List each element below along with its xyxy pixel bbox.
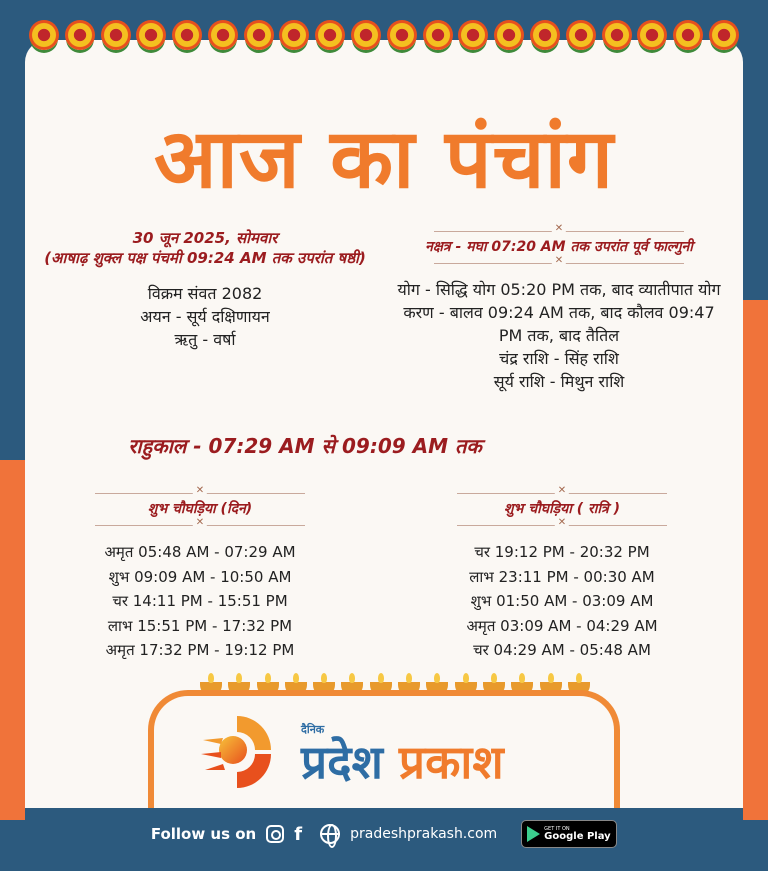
logo-word-2: प्रकाश bbox=[398, 735, 504, 789]
logo-wordmark bbox=[301, 730, 504, 792]
ornament-divider: ✕ bbox=[95, 520, 305, 530]
list-item: लाभ 23:11 PM - 00:30 AM bbox=[469, 567, 655, 586]
google-play-badge[interactable] bbox=[521, 820, 617, 848]
social-links bbox=[25, 816, 743, 852]
page-title: आज का पंचांग bbox=[153, 112, 614, 207]
flower-icon bbox=[29, 20, 59, 50]
list-item: शुभ 09:09 AM - 10:50 AM bbox=[108, 567, 292, 586]
flower-icon bbox=[530, 20, 560, 50]
list-item: चर 14:11 PM - 15:51 PM bbox=[112, 592, 288, 610]
flower-icon bbox=[65, 20, 95, 50]
date-text: 30 जून 2025, सोमवार bbox=[132, 229, 278, 247]
info-line: ऋतु - वर्षा bbox=[174, 330, 236, 349]
gplay-small-label: GET IT ON bbox=[544, 825, 570, 832]
flower-icon bbox=[101, 20, 131, 50]
flower-icon bbox=[494, 20, 524, 50]
info-line: अयन - सूर्य दक्षिणायन bbox=[140, 307, 270, 326]
list-item: अमृत 05:48 AM - 07:29 AM bbox=[104, 543, 296, 561]
logo-prefix: दैनिक bbox=[301, 723, 325, 736]
ornament-divider: ✕ bbox=[434, 258, 684, 268]
flower-icon bbox=[387, 20, 417, 50]
choghadiya-night-heading: शुभ चौघड़िया ( रात्रि ) bbox=[503, 501, 620, 517]
tithi-text: (आषाढ़ शुक्ल पक्ष पंचमी 09:24 AM तक उपरांत षष्ठी) bbox=[44, 249, 366, 267]
flower-icon bbox=[208, 20, 238, 50]
list-item: चर 19:12 PM - 20:32 PM bbox=[474, 543, 650, 561]
flower-icon bbox=[315, 20, 345, 50]
flower-icon bbox=[423, 20, 453, 50]
flower-icon bbox=[566, 20, 596, 50]
play-store-icon bbox=[527, 826, 540, 842]
nakshatra-section bbox=[375, 223, 743, 393]
flower-icon bbox=[244, 20, 274, 50]
list-item: शुभ 01:50 AM - 03:09 AM bbox=[470, 592, 654, 610]
list-item: अमृत 17:32 PM - 19:12 PM bbox=[105, 641, 295, 659]
info-line: योग - सिद्धि योग 05:20 PM तक, बाद व्यातीपात योग bbox=[397, 280, 721, 299]
flower-icon bbox=[172, 20, 202, 50]
info-line: चंद्र राशि - सिंह राशि bbox=[499, 349, 619, 368]
list-item: चर 04:29 AM - 05:48 AM bbox=[473, 641, 651, 659]
choghadiya-day bbox=[95, 485, 305, 663]
info-line: करण - बालव 09:24 AM तक, बाद कौलव 09:47 bbox=[403, 303, 715, 322]
ornament-divider: ✕ bbox=[434, 226, 684, 236]
gplay-label: Google Play bbox=[544, 830, 611, 842]
samvat-info bbox=[25, 282, 385, 351]
flower-icon bbox=[136, 20, 166, 50]
nakshatra-heading: नक्षत्र - मघा 07:20 AM तक उपरांत पूर्व फाल्गुनी bbox=[425, 239, 693, 255]
date-section bbox=[25, 228, 385, 351]
marigold-garland bbox=[25, 18, 743, 52]
flower-icon bbox=[351, 20, 381, 50]
list-item: अमृत 03:09 AM - 04:29 AM bbox=[466, 616, 658, 635]
flower-icon bbox=[458, 20, 488, 50]
info-line: PM तक, बाद तैतिल bbox=[498, 326, 620, 345]
flower-icon bbox=[673, 20, 703, 50]
footer-bar bbox=[25, 808, 743, 871]
logo-word-1: प्रदेश bbox=[301, 735, 383, 789]
instagram-icon[interactable] bbox=[266, 825, 284, 843]
info-line: विक्रम संवत 2082 bbox=[147, 284, 263, 303]
yoga-info bbox=[375, 278, 743, 393]
choghadiya-day-heading: शुभ चौघड़िया (दिन) bbox=[147, 501, 253, 517]
info-line: सूर्य राशि - मिथुन राशि bbox=[493, 372, 625, 391]
list-item: लाभ 15:51 PM - 17:32 PM bbox=[107, 616, 293, 635]
flower-icon bbox=[602, 20, 632, 50]
facebook-icon[interactable]: f bbox=[294, 823, 303, 845]
follow-label: Follow us on bbox=[150, 825, 257, 843]
rahukal-text: राहुकाल - 07:29 AM से 09:09 AM तक bbox=[128, 434, 482, 458]
flower-icon bbox=[637, 20, 667, 50]
panchang-card bbox=[25, 40, 743, 808]
website-link[interactable]: pradeshprakash.com bbox=[350, 826, 498, 842]
flower-icon bbox=[709, 20, 739, 50]
ornament-divider: ✕ bbox=[457, 488, 667, 498]
choghadiya-night bbox=[457, 485, 667, 663]
flower-icon bbox=[279, 20, 309, 50]
ornament-divider: ✕ bbox=[95, 488, 305, 498]
ornament-divider: ✕ bbox=[457, 520, 667, 530]
globe-icon bbox=[320, 824, 340, 844]
sun-logo-icon bbox=[197, 710, 277, 790]
